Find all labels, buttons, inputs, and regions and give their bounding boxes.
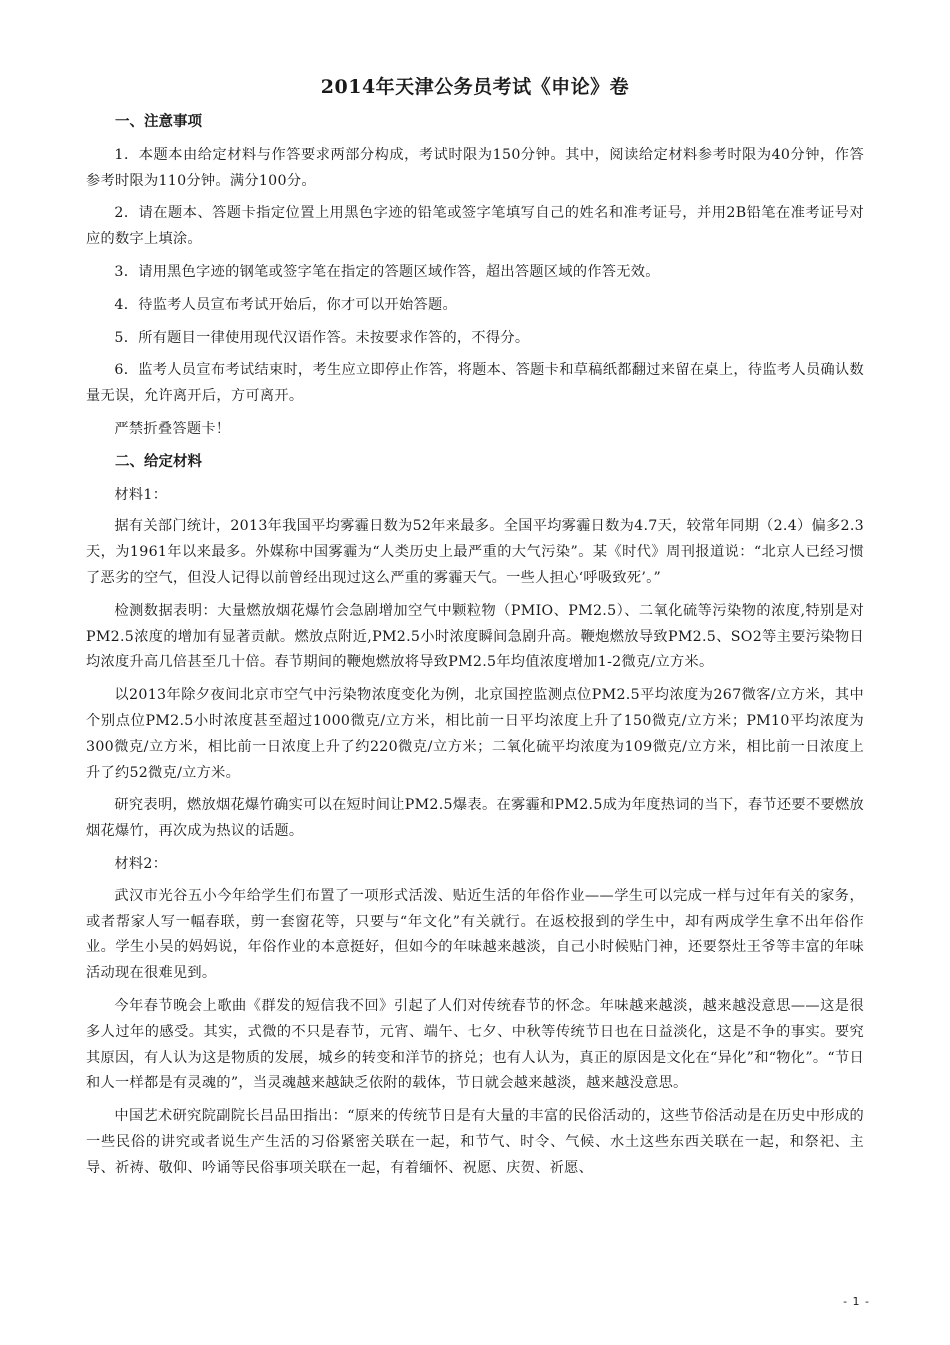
notes-paragraph: 3．请用黑色字迹的钢笔或签字笔在指定的答题区域作答，超出答题区域的作答无效。 xyxy=(114,263,660,280)
material-2-paragraph: 武汉市光谷五小今年给学生们布置了一项形式活泼、贴近生活的年俗作业——学生可以完成一样与过年有关的家务，或者帮家人写一幅春联，剪一套窗花等，只要与“年文化”有关就行。在返校报到的学生中，却有两成学生拿不出年俗作业。学生小吴的妈妈说，年俗作业的本意挺好，但如今的年味越来越淡，自己小时候贴门神，还要祭灶王爷等丰富的年味活动现在很难见到。 xyxy=(86,887,864,982)
section-heading-materials: 二、给定材料 xyxy=(115,453,202,470)
material-2-paragraph: 中国艺术研究院副院长吕品田指出：“原来的传统节日是有大量的丰富的民俗活动的，这些节俗活动是在历史中形成的一些民俗的讲究或者说生产生活的习俗紧密关联在一起，和节气、时令、气候、水土这些东西关联在一起，和祭祀、主导、祈祷、敬仰、吟诵等民俗事项关联在一起，有着缅怀、祝愿、庆贺、祈愿、 xyxy=(86,1108,864,1176)
document-body xyxy=(86,110,864,1188)
material-2-label: 材料2： xyxy=(114,855,168,872)
material-1-label: 材料1： xyxy=(114,486,168,503)
notes-paragraph: 1．本题本由给定材料与作答要求两部分构成，考试时限为150分钟。其中，阅读给定材料参考时限为40分钟，作答参考时限为110分钟。满分100分。 xyxy=(86,146,864,189)
notes-warning: 严禁折叠答题卡！ xyxy=(114,420,231,437)
section-heading-notes: 一、注意事项 xyxy=(115,114,202,130)
material-1-paragraph: 检测数据表明：大量燃放烟花爆竹会急剧增加空气中颗粒物（PMIO、PM2.5）、二氧化硫等污染物的浓度,特别是对PM2.5浓度的增加有显著贡献。燃放点附近,PM2.5小时浓度瞬间急剧升高。鞭炮燃放导致PM2.5、SO2等主要污染物日均浓度升高几倍甚至几十倍。春节期间的鞭炮燃放将导致PM2.5年均值浓度增加1-2微克/立方米。 xyxy=(86,602,864,671)
material-1-paragraph: 据有关部门统计，2013年我国平均雾霾日数为52年来最多。全国平均雾霾日数为4.7天，较常年同期（2.4）偏多2.3天，为1961年以来最多。外媒称中国雾霾为“人类历史上最严重的大气污染”。某《时代》周刊报道说：“北京人已经习惯了恶劣的空气，但没人记得以前曾经出现过这么严重的雾霾天气。一些人担心‘呼吸致死’。” xyxy=(86,518,864,586)
material-2-paragraph: 今年春节晚会上歌曲《群发的短信我不回》引起了人们对传统春节的怀念。年味越来越淡，越来越没意思——这是很多人过年的感受。其实，式微的不只是春节，元宵、端午、七夕、中秋等传统节日也在日益淡化，这是不争的事实。要究其原因，有人认为这是物质的发展，城乡的转变和洋节的挤兑；也有人认为，真正的原因是文化在“异化”和“物化”。“节日和人一样都是有灵魂的”，当灵魂越来越缺乏依附的载体，节日就会越来越淡，越来越没意思。 xyxy=(86,997,864,1092)
notes-paragraph: 5．所有题目一律使用现代汉语作答。未按要求作答的，不得分。 xyxy=(114,329,530,346)
notes-paragraph: 4．待监考人员宣布考试开始后，你才可以开始答题。 xyxy=(114,296,457,313)
page-number: - 1 - xyxy=(843,1295,870,1308)
material-1-paragraph: 研究表明，燃放烟花爆竹确实可以在短时间让PM2.5爆表。在雾霾和PM2.5成为年度热词的当下，春节还要不要燃放烟花爆竹，再次成为热议的话题。 xyxy=(86,797,864,840)
notes-paragraph: 2．请在题本、答题卡指定位置上用黑色字迹的铅笔或签字笔填写自己的姓名和准考证号，并用2B铅笔在准考证号对应的数字上填涂。 xyxy=(86,205,864,248)
page-title: 2014年天津公务员考试《申论》卷 xyxy=(320,76,630,98)
notes-paragraph: 6．监考人员宣布考试结束时，考生应立即停止作答，将题本、答题卡和草稿纸都翻过来留在桌上，待监考人员确认数量无误，允许离开后，方可离开。 xyxy=(86,362,864,405)
material-1-paragraph: 以2013年除夕夜间北京市空气中污染物浓度变化为例，北京国控监测点位PM2.5平均浓度为267微客/立方米，其中个别点位PM2.5小时浓度甚至超过1000微克/立方米，相比前一日平均浓度上升了150微克/立方米；PM10平均浓度为300微克/立方米，相比前一日浓度上升了约220微克/立方米；二氧化硫平均浓度为109微克/立方米，相比前一日浓度上升了约52微克/立方米。 xyxy=(86,687,864,781)
